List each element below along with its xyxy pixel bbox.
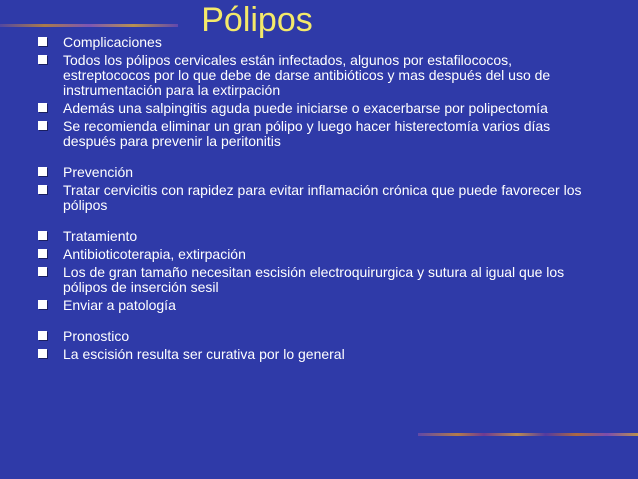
bullet-text: Todos los pólipos cervicales están infectados, algunos por estafilococos, estreptococos por lo que debe de darse antibióticos y mas después del uso de instrumentación para la extirpación: [63, 52, 551, 98]
bullet-text: Tratar cervicitis con rapidez para evitar inflamación crónica que puede favorecer los pólipos: [63, 182, 582, 213]
bullet-item-patologia: [38, 298, 598, 313]
bullet-text: Enviar a patología: [63, 297, 176, 313]
decorative-strip-bottom: [418, 433, 638, 436]
square-bullet-icon: [38, 267, 47, 276]
bullet-text: Los de gran tamaño necesitan escisión electroquirurgica y sutura al igual que los pólipos de inserción sesil: [63, 264, 565, 295]
square-bullet-icon: [38, 103, 47, 112]
slide-title-text: Pólipos: [201, 1, 313, 39]
bullet-text: Prevención: [63, 164, 134, 180]
square-bullet-icon: [38, 167, 47, 176]
square-bullet-icon: [38, 37, 47, 46]
bullet-item-histerectomia: [38, 119, 598, 149]
bullet-text: Se recomienda eliminar un gran pólipo y luego hacer histerectomía varios días después para prevenir la peritonitis: [63, 118, 551, 149]
square-bullet-icon: [38, 300, 47, 309]
bullet-text: Antibioticoterapia, extirpación: [63, 246, 246, 262]
bullet-text: Complicaciones: [63, 34, 162, 50]
bullet-text: La escisión resulta ser curativa por lo general: [63, 346, 345, 362]
bullet-text: Pronostico: [63, 328, 130, 344]
square-bullet-icon: [38, 331, 47, 340]
square-bullet-icon: [38, 121, 47, 130]
bullet-item-escision-electroquirurgica: [38, 265, 598, 295]
square-bullet-icon: [38, 249, 47, 258]
square-bullet-icon: [38, 185, 47, 194]
bullet-text: Tratamiento: [63, 228, 138, 244]
bullet-item-salpingitis: [38, 101, 598, 116]
square-bullet-icon: [38, 349, 47, 358]
bullet-text: Además una salpingitis aguda puede iniciarse o exacerbarse por polipectomía: [63, 100, 548, 116]
bullet-item-curativa: [38, 347, 598, 362]
bullet-item-tratamiento: [38, 229, 598, 244]
bullet-item-infectados: [38, 53, 598, 98]
bullet-item-cervicitis: [38, 183, 598, 213]
bullet-item-antibioticoterapia: [38, 247, 598, 262]
bullet-item-pronostico: [38, 329, 598, 344]
bullet-item-prevencion: [38, 165, 598, 180]
bullet-list: [38, 35, 598, 365]
square-bullet-icon: [38, 231, 47, 240]
bullet-item-complicaciones: [38, 35, 598, 50]
square-bullet-icon: [38, 55, 47, 64]
